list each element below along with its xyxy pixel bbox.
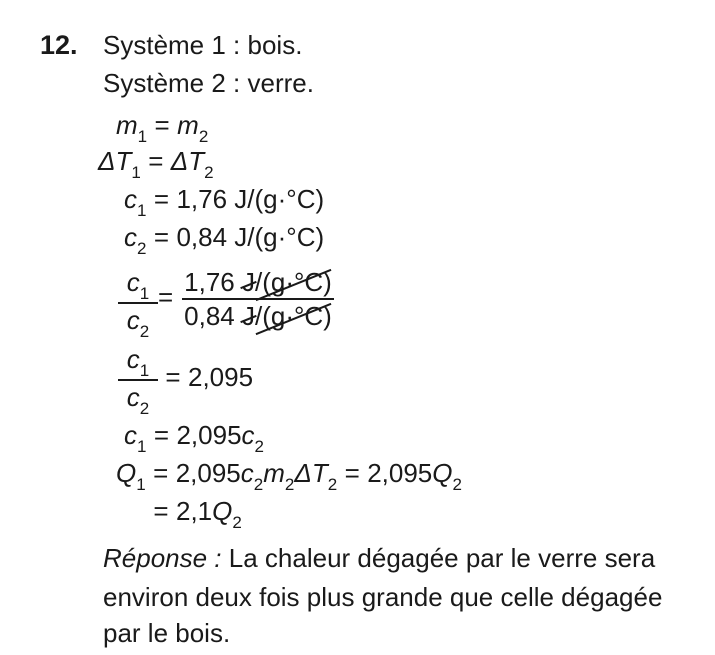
delta-t-equation: $\Delta T_1 = \Delta T_2$ <box>98 146 214 182</box>
system-2-line: Système 2 : verre. <box>103 68 314 98</box>
c2-equation: $c_2 = 0,84$ J/(g·°C) <box>124 222 325 258</box>
q1-expression: $Q_1 = 2,095c_2m_2\Delta T_2 = 2,095Q_2$ <box>116 458 462 494</box>
answer-line-3: par le bois. <box>103 618 231 648</box>
answer-line-2: environ deux fois plus grande que celle dégagée <box>103 582 663 612</box>
system-1-line: Système 1 : bois. <box>103 30 303 60</box>
final-result: = $2,1Q_2$ <box>153 496 242 532</box>
equals-sign: = <box>158 282 174 312</box>
c1-equation: $c_1 = 1,76$ J/(g·°C) <box>124 184 325 220</box>
problem-number: 12. <box>40 30 78 60</box>
c-ratio-fraction: $\frac{c_1}{c_2}$ <box>118 266 158 340</box>
answer-line-1: Réponse : La chaleur dégagée par le verre sera <box>103 543 656 573</box>
value-ratio-fraction: $\frac{1,76 J/(g\cdot^\circ C)}{0,84 J/(g\cdot^\circ C)}$ <box>182 266 334 332</box>
c-ratio-fraction-2: $\frac{c_1}{c_2}$ <box>118 343 158 417</box>
c1-expression: $c_1 = 2,095c_2$ <box>124 420 265 456</box>
ratio-result: = 2,095 <box>165 362 254 392</box>
mass-equation: $m_1 = m_2$ <box>116 110 209 146</box>
